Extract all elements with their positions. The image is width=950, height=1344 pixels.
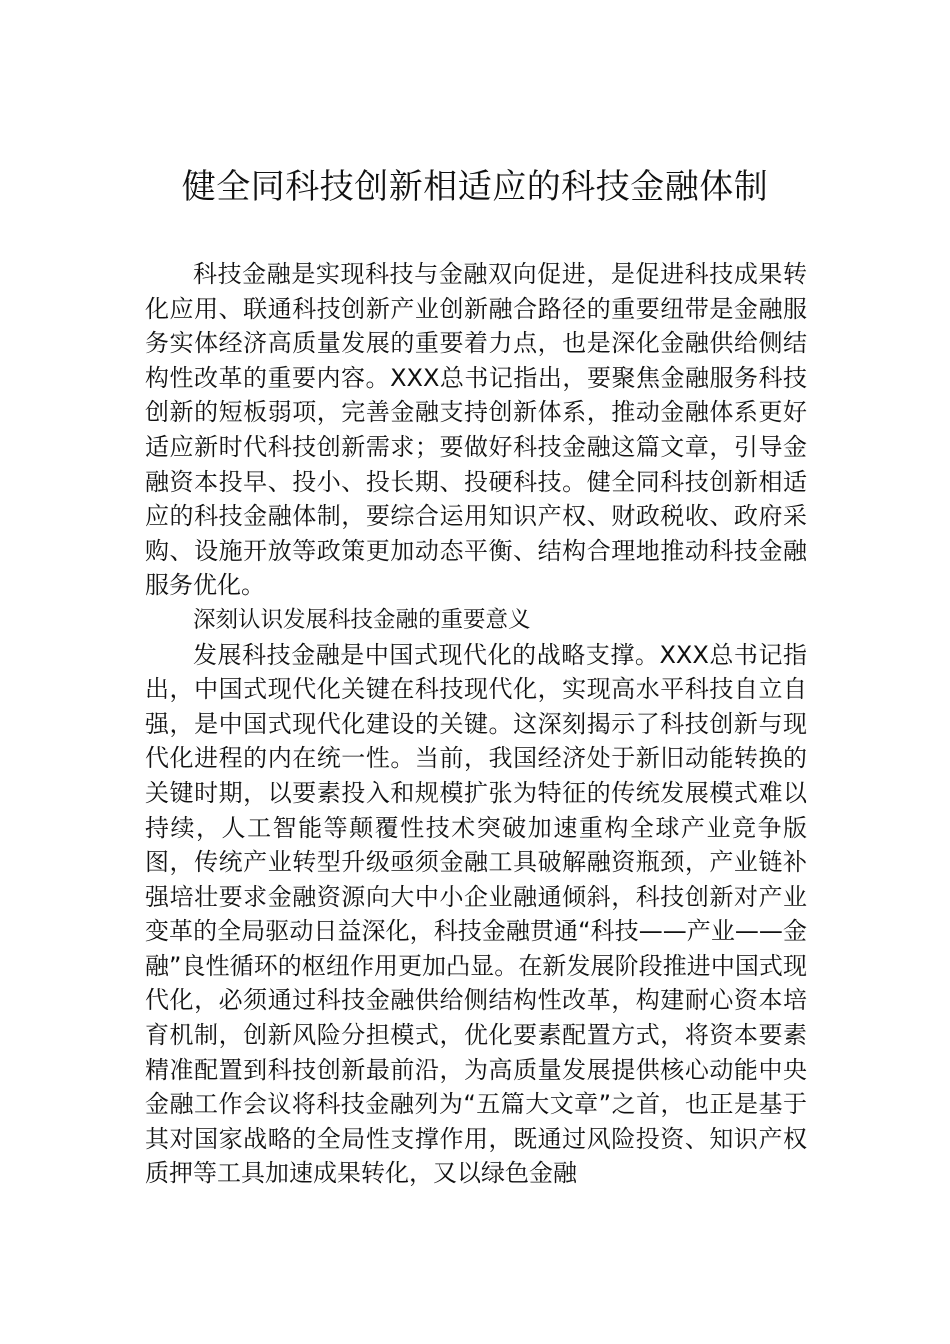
document-title: 健全同科技创新相适应的科技金融体制 [181,167,769,207]
section-heading: 深刻认识发展科技金融的重要意义 [193,606,531,633]
paragraph-intro: 科技金融是实现科技与金融双向促进，是促进科技成果转化应用、联通科技创新产业创新融合路径的重要纽带是金融服务实体经济高质量发展的重要着力点，也是深化金融供给侧结构性改革的重要内容。XXX总书记指出，要聚焦金融服务科技创新的短板弱项，完善金融支持创新体系，推动金融体系更好适应新时代科技创新需求；要做好科技金融这篇文章，引导金融资本投早、投小、投长期、投硬科技。健全同科技创新相适应的科技金融体制，要综合运用知识产权、财政税收、政府采购、设施开放等政策更加动态平衡、结构合理地推动科技金融服务优化。 [145,260,807,600]
document-body [145,257,807,1191]
paragraph-body: 发展科技金融是中国式现代化的战略支撑。XXX总书记指出，中国式现代化关键在科技现代化，实现高水平科技自立自强，是中国式现代化建设的关键。这深刻揭示了科技创新与现代化进程的内在统一性。当前，我国经济处于新旧动能转换的关键时期，以要素投入和规模扩张为特征的传统发展模式难以持续，人工智能等颠覆性技术突破加速重构全球产业竞争版图，传统产业转型升级亟须金融工具破解融资瓶颈，产业链补强培壮要求金融资源向大中小企业融通倾斜，科技创新对产业变革的全局驱动日益深化，科技金融贯通“科技——产业——金融”良性循环的枢纽作用更加凸显。在新发展阶段推进中国式现代化，必须通过科技金融供给侧结构性改革，构建耐心资本培育机制，创新风险分担模式，优化要素配置方式，将资本要素精准配置到科技创新最前沿，为高质量发展提供核心动能中央金融工作会议将科技金融列为“五篇大文章”之首，也正是基于其对国家战略的全局性支撑作用，既通过风险投资、知识产权质押等工具加速成果转化，又以绿色金融 [145,640,807,1188]
